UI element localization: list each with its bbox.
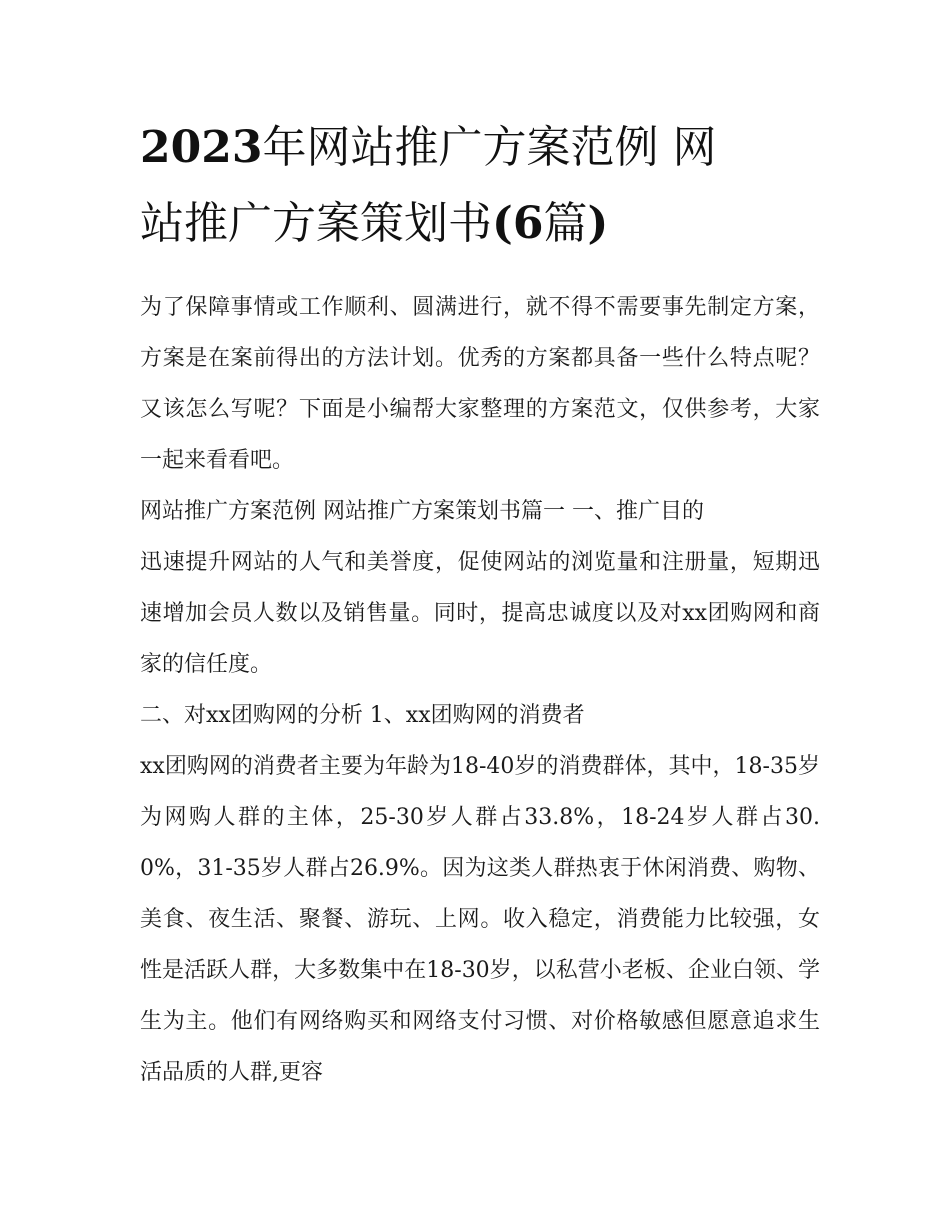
document-title-paren: ) — [587, 198, 609, 249]
document-title-line2: 站推广方案策划书(6篇) — [140, 198, 609, 249]
paragraph-section-heading: 网站推广方案范例 网站推广方案策划书篇一 一、推广目的 — [140, 499, 704, 524]
document-title-year: 2023 — [140, 122, 263, 173]
paragraph-consumers: xx团购网的消费者主要为年龄为18-40岁的消费群体，其中，18-35岁为网购人群的主体，25-30岁人群占33.8%，18-24岁人群占30.0%，31-35岁人群占26.9%。因为这类人群热衷于休闲消费、购物、美食、夜生活、聚餐、游玩、上网。收入稳定，消费能力比较强，女性是活跃人群，大多数集中在18-30岁，以私营小老板、企业白领、学生为主。他们有网络购买和网络支付习惯、对价格敏感但愿意追求生活品质的人群,更容 — [140, 754, 820, 1085]
paragraph-analysis-heading: 二、对xx团购网的分析 1、xx团购网的消费者 — [140, 703, 585, 728]
paragraph-intro: 为了保障事情或工作顺利、圆满进行，就不得不需要事先制定方案，方案是在案前得出的方法计划。优秀的方案都具备一些什么特点呢？又该怎么写呢？下面是小编帮大家整理的方案范文，仅供参考，大家一起来看看吧。 — [140, 295, 820, 473]
document-title-line1: 2023年网站推广方案范例 网 — [140, 122, 717, 173]
paragraph-purpose: 迅速提升网站的人气和美誉度，促使网站的浏览量和注册量，短期迅速增加会员人数以及销售量。同时，提高忠诚度以及对xx团购网和商家的信任度。 — [140, 550, 820, 677]
document-title-count: (6 — [492, 198, 544, 249]
document-content — [140, 110, 820, 1098]
document-title — [140, 110, 820, 262]
